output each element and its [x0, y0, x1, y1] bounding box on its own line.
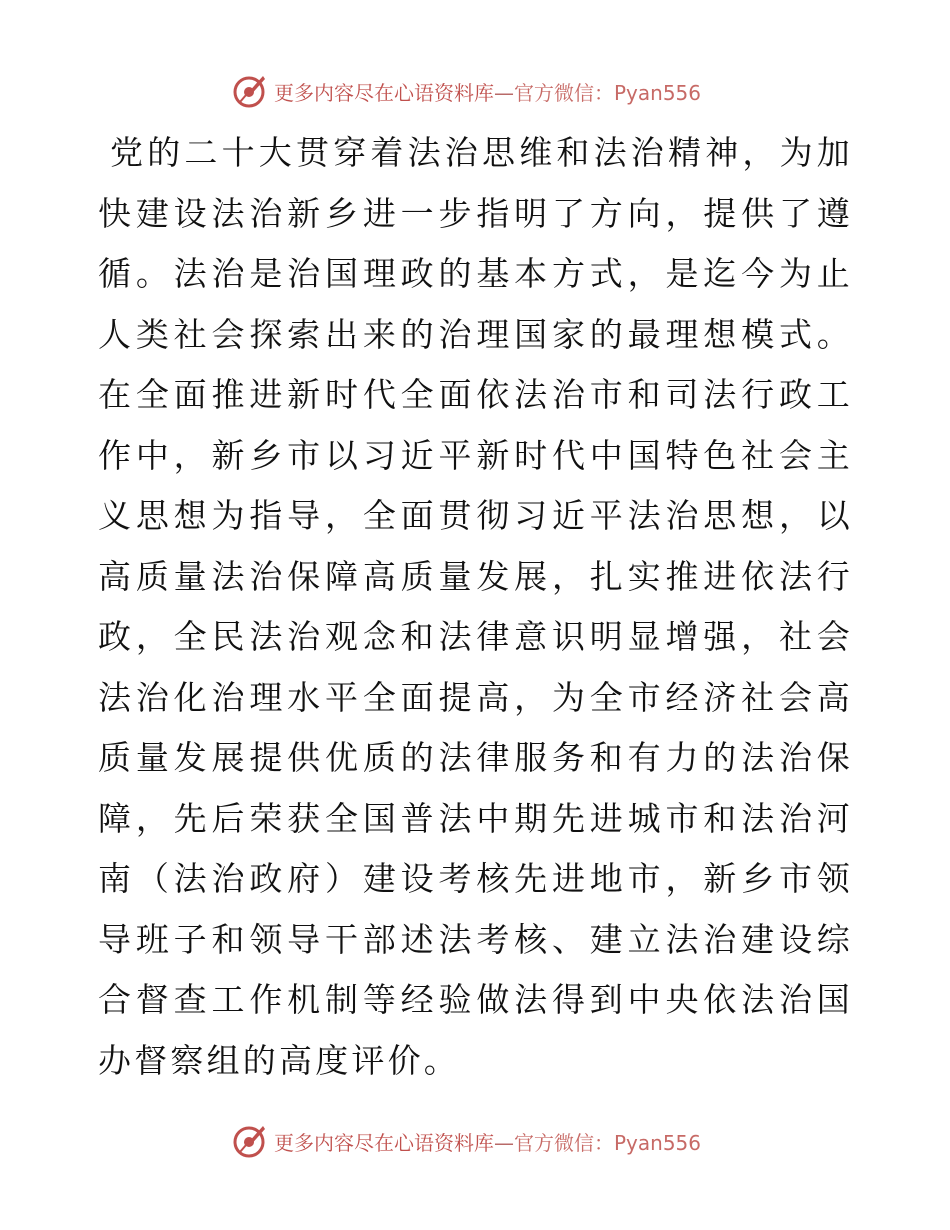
- banner-dash: —: [494, 80, 514, 105]
- banner-dash: —: [494, 1130, 514, 1155]
- banner-id-text: Pyan556: [614, 80, 702, 105]
- banner-channel-text: 官方微信：: [514, 80, 614, 105]
- banner-text: [274, 1127, 701, 1156]
- banner-text: [274, 77, 701, 106]
- banner-main-text: 更多内容尽在心语资料库: [274, 80, 494, 105]
- banner-channel-text: 官方微信：: [514, 1130, 614, 1155]
- quill-logo-icon: [232, 73, 268, 109]
- footer-banner: [232, 1122, 701, 1160]
- quill-logo-icon: [232, 1123, 268, 1159]
- banner-main-text: 更多内容尽在心语资料库: [274, 1130, 494, 1155]
- body-paragraph: 党的二十大贯穿着法治思维和法治精神，为加快建设法治新乡进一步指明了方向，提供了遵循。法治是治国理政的基本方式，是迄今为止人类社会探索出来的治理国家的最理想模式。在全面推进新时代全面依法治市和司法行政工作中，新乡市以习近平新时代中国特色社会主义思想为指导，全面贯彻习近平法治思想，以高质量法治保障高质量发展，扎实推进依法行政，全民法治观念和法律意识明显增强，社会法治化治理水平全面提高，为全市经济社会高质量发展提供优质的法律服务和有力的法治保障，先后荣获全国普法中期先进城市和法治河南（法治政府）建设考核先进地市，新乡市领导班子和领导干部述法考核、建立法治建设综合督查工作机制等经验做法得到中央依法治国办督察组的高度评价。: [98, 133, 853, 1080]
- header-banner: [232, 72, 701, 110]
- banner-id-text: Pyan556: [614, 1130, 702, 1155]
